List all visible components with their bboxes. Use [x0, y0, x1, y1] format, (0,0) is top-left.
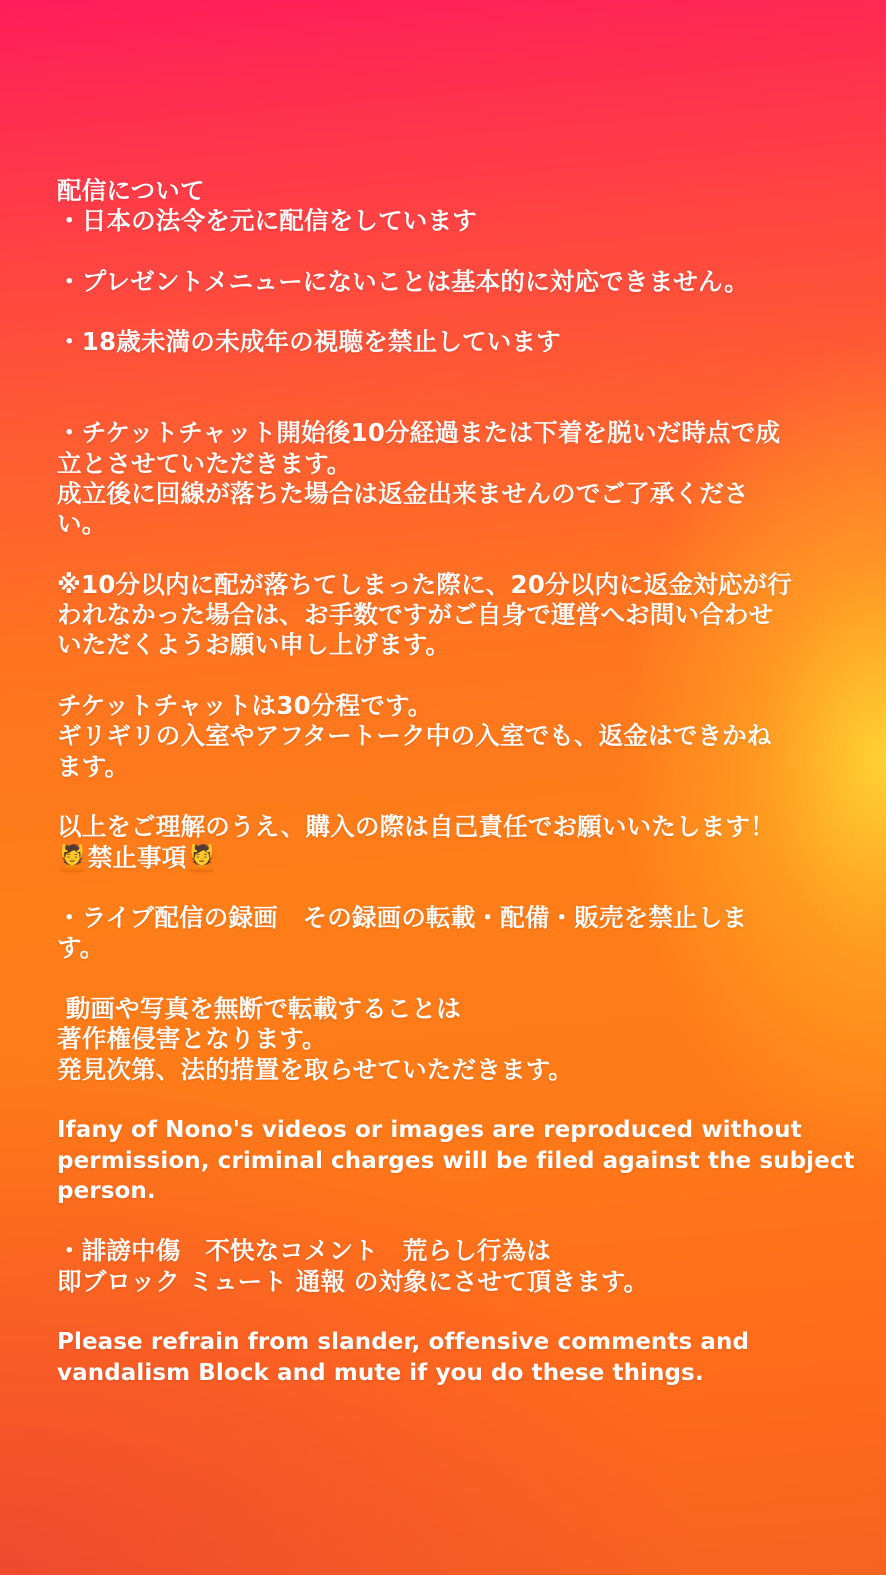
text-line: 即ブロック ミュート 通報 の対象にさせて頂きます。 [57, 1266, 649, 1296]
text-line: ・18歳未満の未成年の視聴を禁止しています [57, 327, 561, 357]
prohibited-heading-label: 禁止事項 [87, 842, 187, 872]
blank-line [57, 540, 833, 570]
blank-line [57, 964, 833, 994]
blank-line [57, 873, 833, 903]
english-notice-line: vandalism Block and mute if you do these things. [57, 1359, 704, 1386]
text-line: 発見次第、法的措置を取らせていただきます。 [57, 1054, 574, 1084]
blank-line [57, 297, 833, 327]
text-line: い。 [57, 509, 107, 539]
english-notice-line: permission, criminal charges will be filed against the subject [57, 1147, 855, 1174]
text-line: ・日本の法令を元に配信をしています [57, 206, 477, 236]
blank-line [57, 1297, 833, 1327]
text-line: ギリギリの入室やアフタートーク中の入室でも、返金はできかね [57, 721, 772, 751]
person-getting-massage-icon: 💆 [57, 842, 88, 872]
text-line: ます。 [57, 751, 130, 781]
text-line: 成立後に回線が落ちた場合は返金出来ませんのでご了承くださ [57, 478, 749, 508]
text-line: ・プレゼントメニューにないことは基本的に対応できません。 [57, 266, 749, 296]
blank-line [57, 1085, 833, 1115]
prohibited-heading [57, 843, 833, 873]
english-notice-line: Please refrain from slander, offensive comments and [57, 1329, 750, 1356]
english-notice-line: Ifany of Nono's videos or images are reproduced without [57, 1117, 802, 1144]
text-line: 立とさせていただきます。 [57, 448, 352, 478]
blank-line [57, 237, 833, 267]
blank-line [57, 661, 833, 691]
text-line: ・ライブ配信の録画 その録画の転載・配備・販売を禁止しま [57, 903, 748, 933]
story-text-overlay [57, 176, 855, 1388]
text-line: す。 [57, 933, 105, 963]
blank-line [57, 782, 833, 812]
text-line: 著作権侵害となります。 [57, 1024, 327, 1054]
text-line: ※10分以内に配が落ちてしまった際に、20分以内に返金対応が行 [57, 569, 792, 599]
english-notice-line: person. [57, 1177, 156, 1204]
text-line: 動画や写真を無断で転載することは [57, 994, 461, 1024]
blank-line [57, 1206, 833, 1236]
blank-line [57, 388, 833, 418]
text-line: 以上をご理解のうえ、購入の際は自己責任でお願いいたします！ [57, 812, 775, 842]
blank-line [57, 358, 833, 388]
text-line: われなかった場合は、お手数ですがご自身で運営へお問い合わせ [57, 600, 774, 630]
text-line: ・誹謗中傷 不快なコメント 荒らし行為は [57, 1236, 551, 1266]
text-line: ・チケットチャット開始後10分経過または下着を脱いだ時点で成 [57, 418, 781, 448]
person-getting-massage-icon: 💆 [186, 842, 218, 872]
text-line: いただくようお願い申し上げます。 [57, 630, 451, 660]
heading-line: 配信について [57, 176, 205, 205]
text-line: チケットチャットは30分程です。 [57, 691, 433, 721]
